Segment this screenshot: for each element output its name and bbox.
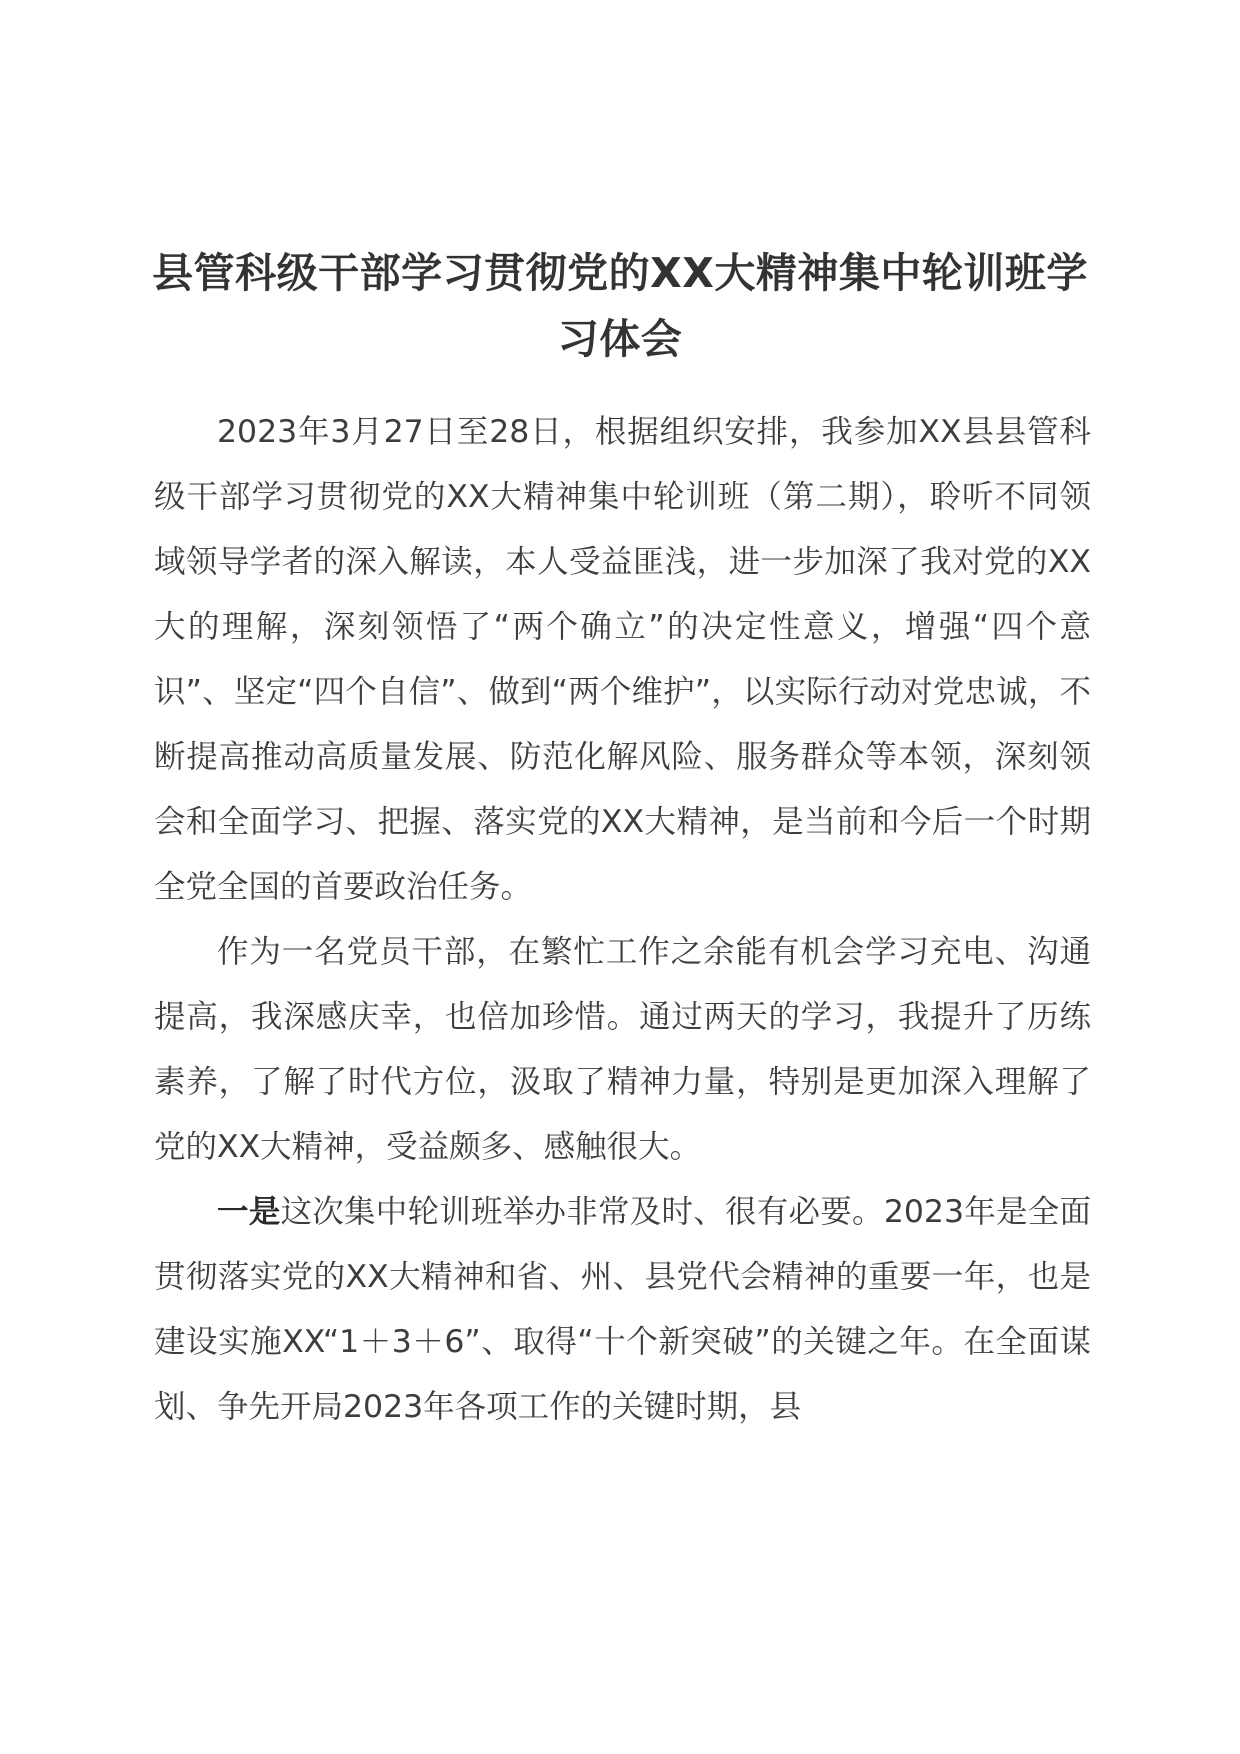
paragraph-1 <box>154 400 1091 920</box>
paragraph-3-text: 这次集中轮训班举办非常及时、很有必要。2023年是全面贯彻落实党的XX大精神和省、州、县党代会精神的重要一年，也是建设实施XX“1＋3＋6”、取得“十个新突破”的关键之年。在全面谋划、争先开局2023年各项工作的关键时期，县 <box>154 1194 1091 1425</box>
document-title: 县管科级干部学习贯彻党的XX大精神集中轮训班学习体会 <box>152 249 1088 363</box>
paragraph-3-lead: 一是 <box>217 1194 281 1230</box>
paragraph-1-text: 2023年3月27日至28日，根据组织安排，我参加XX县县管科级干部学习贯彻党的XX大精神集中轮训班（第二期），聆听不同领域领导学者的深入解读，本人受益匪浅，进一步加深了我对党的XX大的理解，深刻领悟了“两个确立”的决定性意义，增强“四个意识”、坚定“四个自信”、做到“两个维护”，以实际行动对党忠诚，不断提高推动高质量发展、防范化解风险、服务群众等本领，深刻领会和全面学习、把握、落实党的XX大精神，是当前和今后一个时期全党全国的首要政治任务。 <box>154 414 1091 905</box>
paragraph-2-text: 作为一名党员干部，在繁忙工作之余能有机会学习充电、沟通提高，我深感庆幸，也倍加珍惜。通过两天的学习，我提升了历练素养，了解了时代方位，汲取了精神力量，特别是更加深入理解了党的XX大精神，受益颇多、感触很大。 <box>154 934 1091 1165</box>
document-body <box>154 400 1091 1440</box>
paragraph-3 <box>154 1180 1091 1440</box>
paragraph-2 <box>154 920 1091 1180</box>
